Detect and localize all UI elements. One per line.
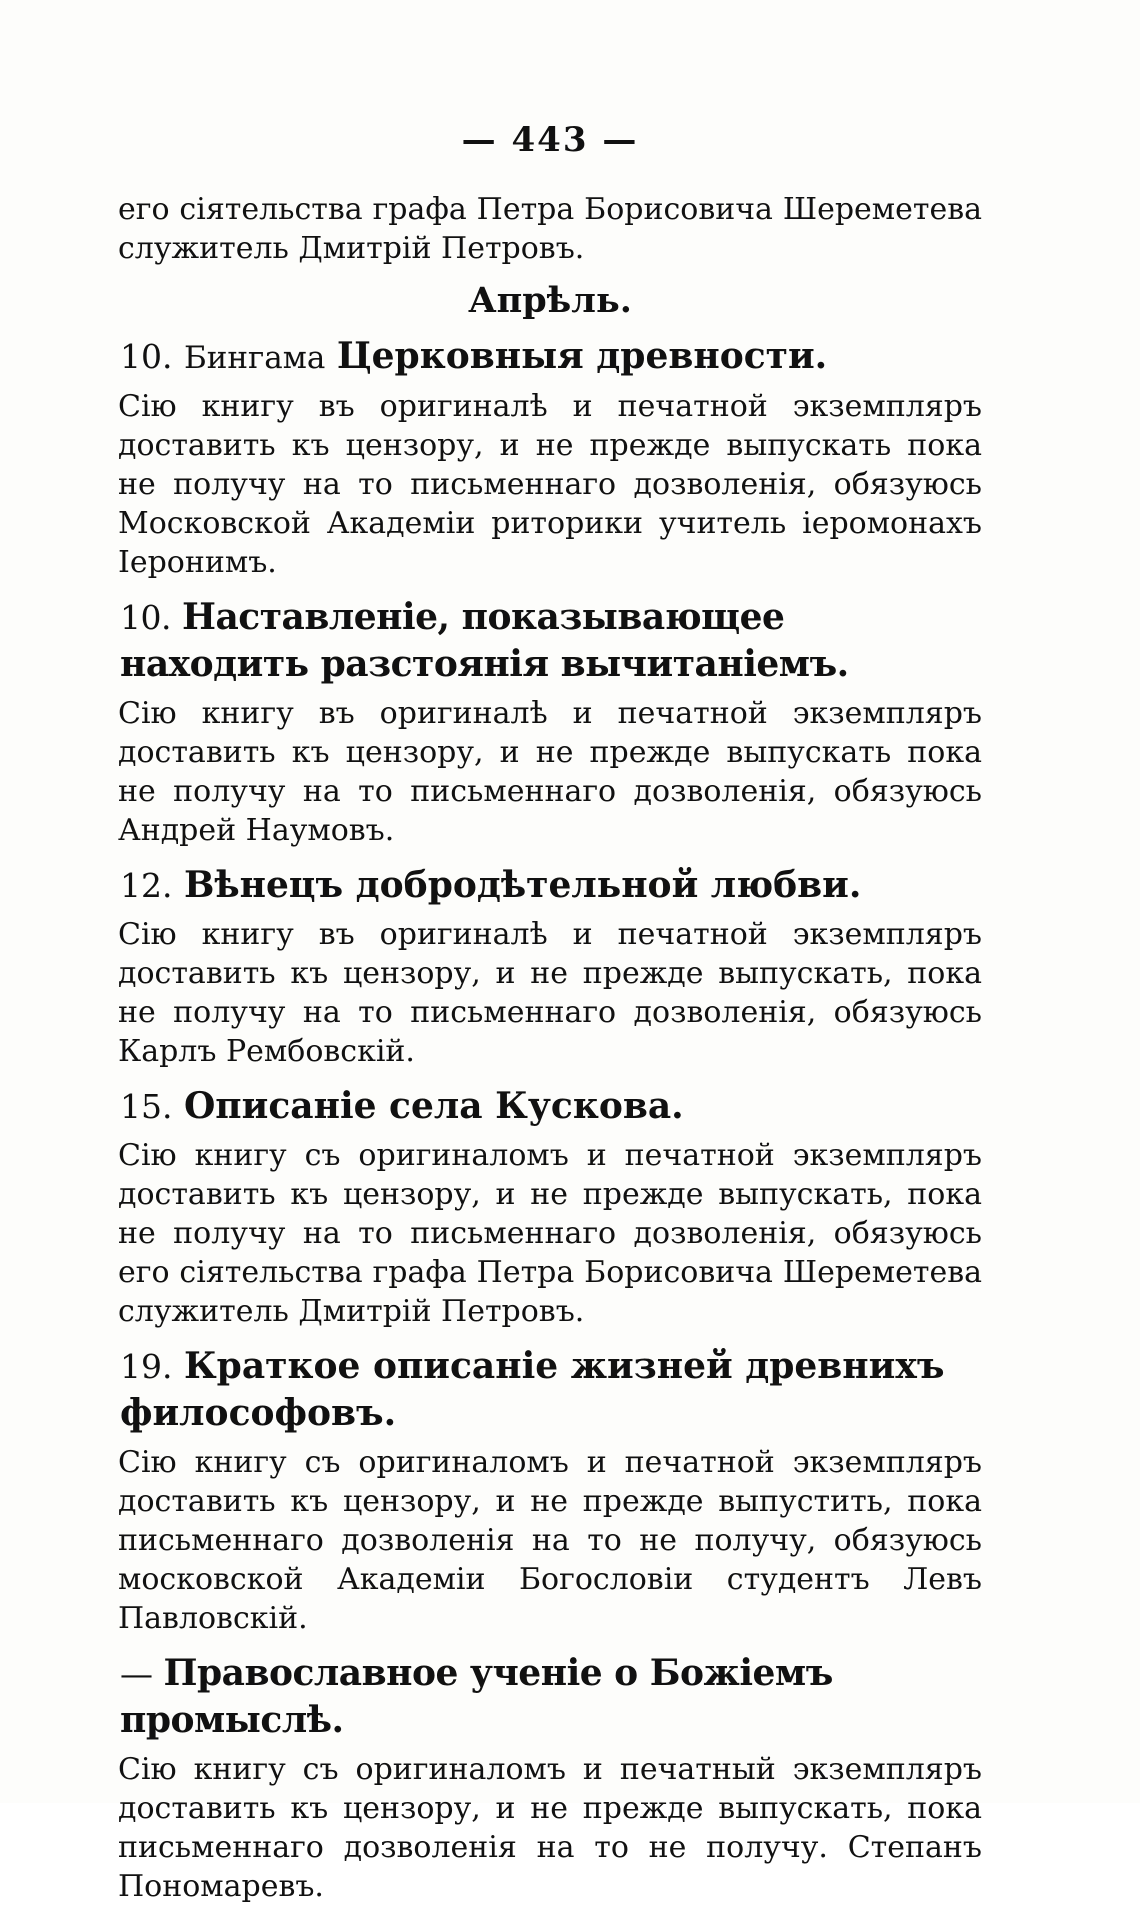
entry-title: Наставленіе, показывающее находить разстоянія вычитаніемъ.	[120, 596, 849, 685]
entry-text: Сію книгу въ оригиналѣ и печатной экземпляръ доставить къ цензору, и не прежде выпускать пока не получу на то письменнаго дозволенія, обязуюсь Московской Академіи риторики учитель іеромонахъ Іеронимъ.	[118, 389, 982, 580]
entry-title: Вѣнецъ добродѣтельной любви.	[183, 864, 862, 906]
page-number: — 443 —	[461, 120, 639, 160]
month-heading: Апрѣль.	[468, 280, 632, 321]
entry	[118, 594, 982, 850]
entry	[118, 862, 982, 1071]
entry-text: Сію книгу съ оригиналомъ и печатной экземпляръ доставить къ цензору, и не прежде выпускать, пока не получу на то письменнаго дозволенія, обязуюсь его сіятельства графа Петра Борисовича Шереметева служитель Дмитрій Петровъ.	[118, 1138, 982, 1329]
entry-heading	[118, 1083, 982, 1130]
entry-number: —	[120, 1654, 153, 1693]
entry-number: 12.	[120, 866, 173, 905]
entry-heading	[118, 862, 982, 909]
entry	[118, 1083, 982, 1331]
entry-number: 19.	[120, 1347, 173, 1386]
entry-number: 10.	[120, 337, 173, 376]
entry-title: Краткое описаніе жизней древнихъ философовъ.	[120, 1345, 945, 1434]
text-column	[118, 120, 982, 1906]
entry-title: Православное ученіе о Божіемъ промыслѣ.	[120, 1652, 833, 1741]
entry	[118, 1343, 982, 1638]
entry-text: Сію книгу въ оригиналѣ и печатной экземпляръ доставить къ цензору, и не прежде выпускать, пока не получу на то письменнаго дозволенія, обязуюсь Карлъ Рембовскій.	[118, 917, 982, 1069]
entry-heading	[118, 1343, 982, 1437]
entry-text: Сію книгу съ оригиналомъ и печатный экземпляръ доставить къ цензору, и не прежде выпускать, пока письменнаго дозволенія на то не получу. Степанъ Пономаревъ.	[118, 1752, 982, 1904]
entry-title: Описаніе села Кускова.	[183, 1085, 684, 1127]
entry-text: Сію книгу въ оригиналѣ и печатной экземпляръ доставить къ цензору, и не прежде выпускать пока не получу на то письменнаго дозволенія, обязуюсь Андрей Наумовъ.	[118, 696, 982, 848]
intro-paragraph: его сіятельства графа Петра Борисовича Шереметева служитель Дмитрій Петровъ.	[118, 192, 982, 266]
entry-number: 10.	[120, 598, 171, 637]
entry	[118, 333, 982, 582]
entry-heading	[118, 594, 982, 688]
entry-title: Церковныя древности.	[336, 335, 828, 377]
entry-number: 15.	[120, 1087, 173, 1126]
entry	[118, 1650, 982, 1906]
entry-author: Бингама	[183, 340, 326, 376]
entry-text: Сію книгу съ оригиналомъ и печатной экземпляръ доставить къ цензору, и не прежде выпустить, пока письменнаго дозволенія на то не получу, обязуюсь московской Академіи Богословіи студентъ Левъ Павловскій.	[118, 1445, 982, 1636]
entry-heading	[118, 333, 982, 381]
entry-heading	[118, 1650, 982, 1744]
